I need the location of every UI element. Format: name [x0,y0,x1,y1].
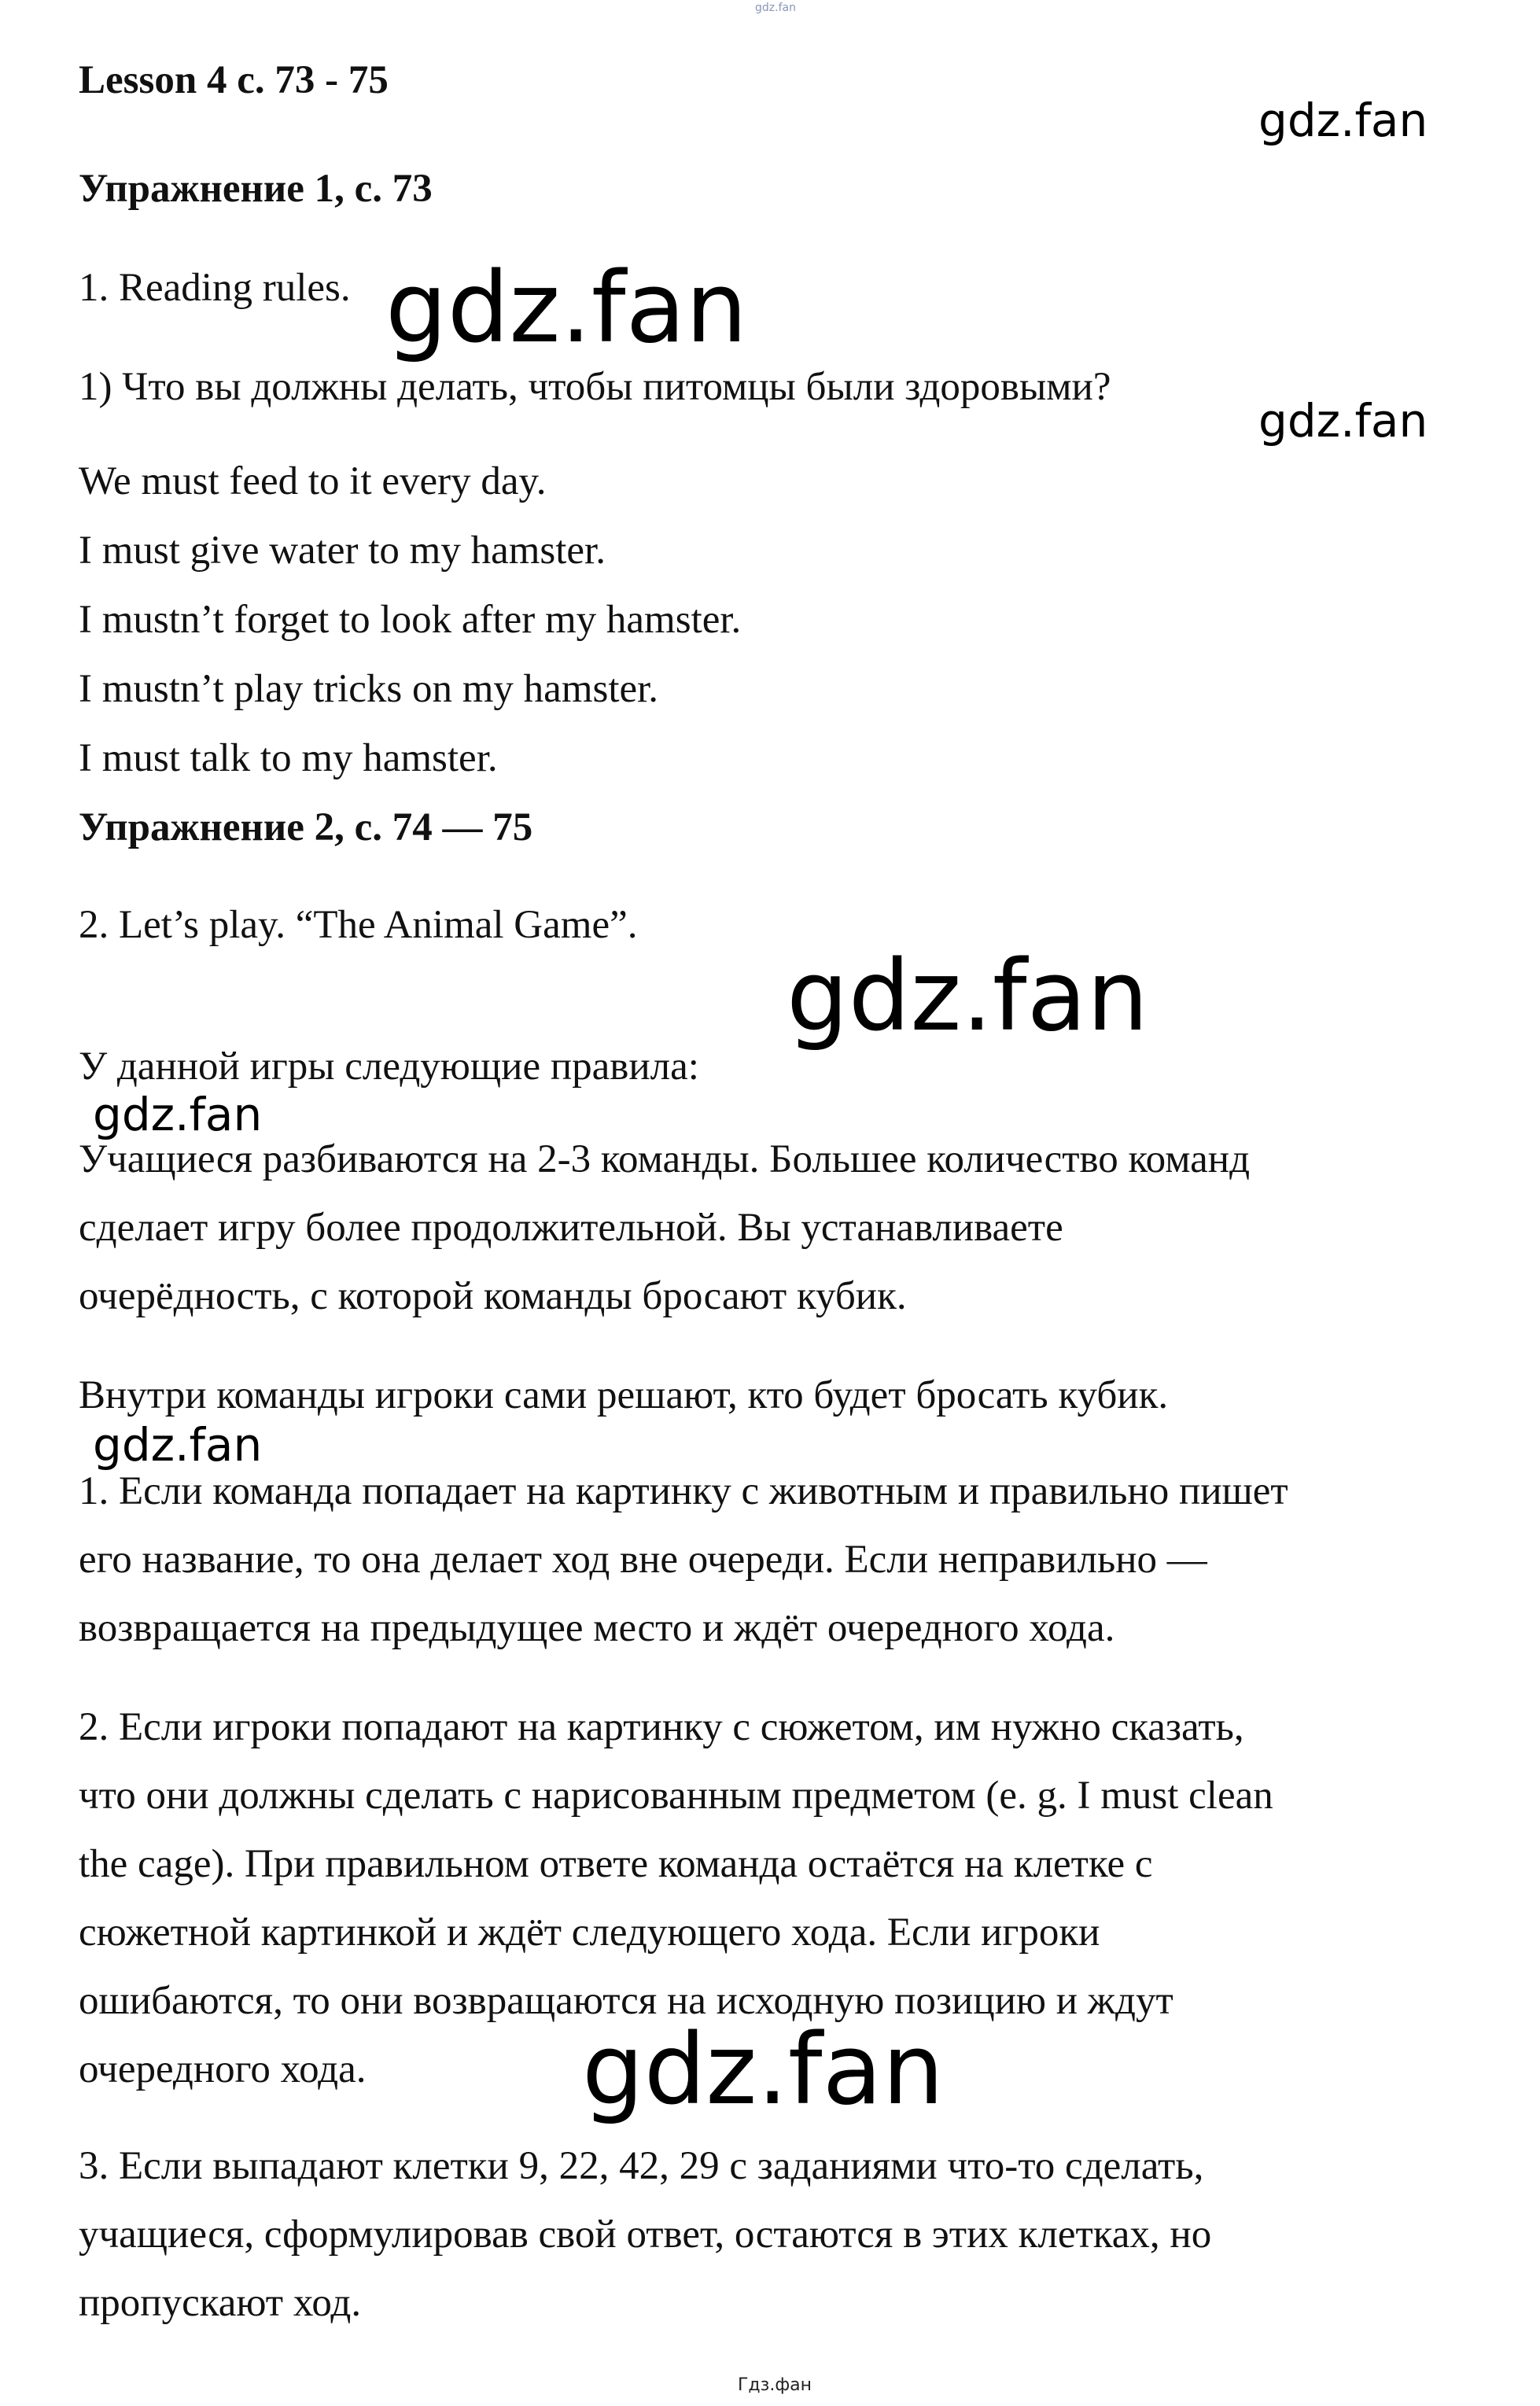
rule-line: очередного хода. [79,2047,367,2091]
exercise2-heading: Упражнение 2, с. 74 — 75 [79,805,533,849]
watermark: gdz.fan [1258,94,1428,147]
exercise1-task: 1. Reading rules. [79,266,351,310]
lesson-title: Lesson 4 с. 73 - 75 [79,58,389,102]
exercise1-question: 1) Что вы должны делать, чтобы питомцы были здоровыми? [79,365,1111,409]
answer-line: I mustn’t forget to look after my hamster. [79,598,742,642]
rule-line: 1. Если команда попадает на картинку с животным и правильно пишет [79,1469,1288,1513]
footer-text: Гдз.фан [738,2375,812,2395]
watermark: gdz.fan [93,1418,263,1472]
rule-line: 3. Если выпадают клетки 9, 22, 42, 29 с заданиями что-то сделать, [79,2144,1204,2188]
watermark: gdz.fan [1258,394,1428,448]
answer-line: I mustn’t play tricks on my hamster. [79,667,659,711]
rule-line: что они должны сделать с нарисованным предметом (e. g. I must clean [79,1774,1273,1818]
exercise2-task: 2. Let’s play. “The Animal Game”. [79,903,638,947]
paragraph-line: очерёдность, с которой команды бросают кубик. [79,1274,907,1318]
paragraph-line: Учащиеся разбиваются на 2-3 команды. Большее количество команд [79,1137,1251,1181]
top-mark: gdz.fan [755,2,796,14]
watermark: gdz.fan [93,1088,263,1141]
rule-line: the cage). При правильном ответе команда остаётся на клетке с [79,1842,1153,1886]
rule-line: учащиеся, сформулировав свой ответ, остаются в этих клетках, но [79,2213,1212,2257]
watermark: gdz.fan [787,940,1149,1053]
rule-line: возвращается на предыдущее место и ждёт очередного хода. [79,1606,1115,1650]
paragraph-line: Внутри команды игроки сами решают, кто будет бросать кубик. [79,1373,1169,1417]
answer-line: I must talk to my hamster. [79,736,498,780]
rule-line: пропускают ход. [79,2281,362,2325]
paragraph-line: сделает игру более продолжительной. Вы устанавливаете [79,1206,1063,1250]
answer-line: We must feed to it every day. [79,459,547,503]
exercise1-heading: Упражнение 1, с. 73 [79,167,433,211]
watermark: gdz.fan [582,2014,945,2127]
rule-line: его название, то она делает ход вне очереди. Если неправильно — [79,1538,1207,1582]
rules-intro: У данной игры следующие правила: [79,1045,699,1089]
watermark: gdz.fan [385,252,748,365]
answer-line: I must give water to my hamster. [79,529,606,573]
rule-line: сюжетной картинкой и ждёт следующего хода. Если игроки [79,1910,1100,1955]
rule-line: 2. Если игроки попадают на картинку с сюжетом, им нужно сказать, [79,1705,1244,1749]
rule-line: ошибаются, то они возвращаются на исходную позицию и ждут [79,1979,1173,2023]
